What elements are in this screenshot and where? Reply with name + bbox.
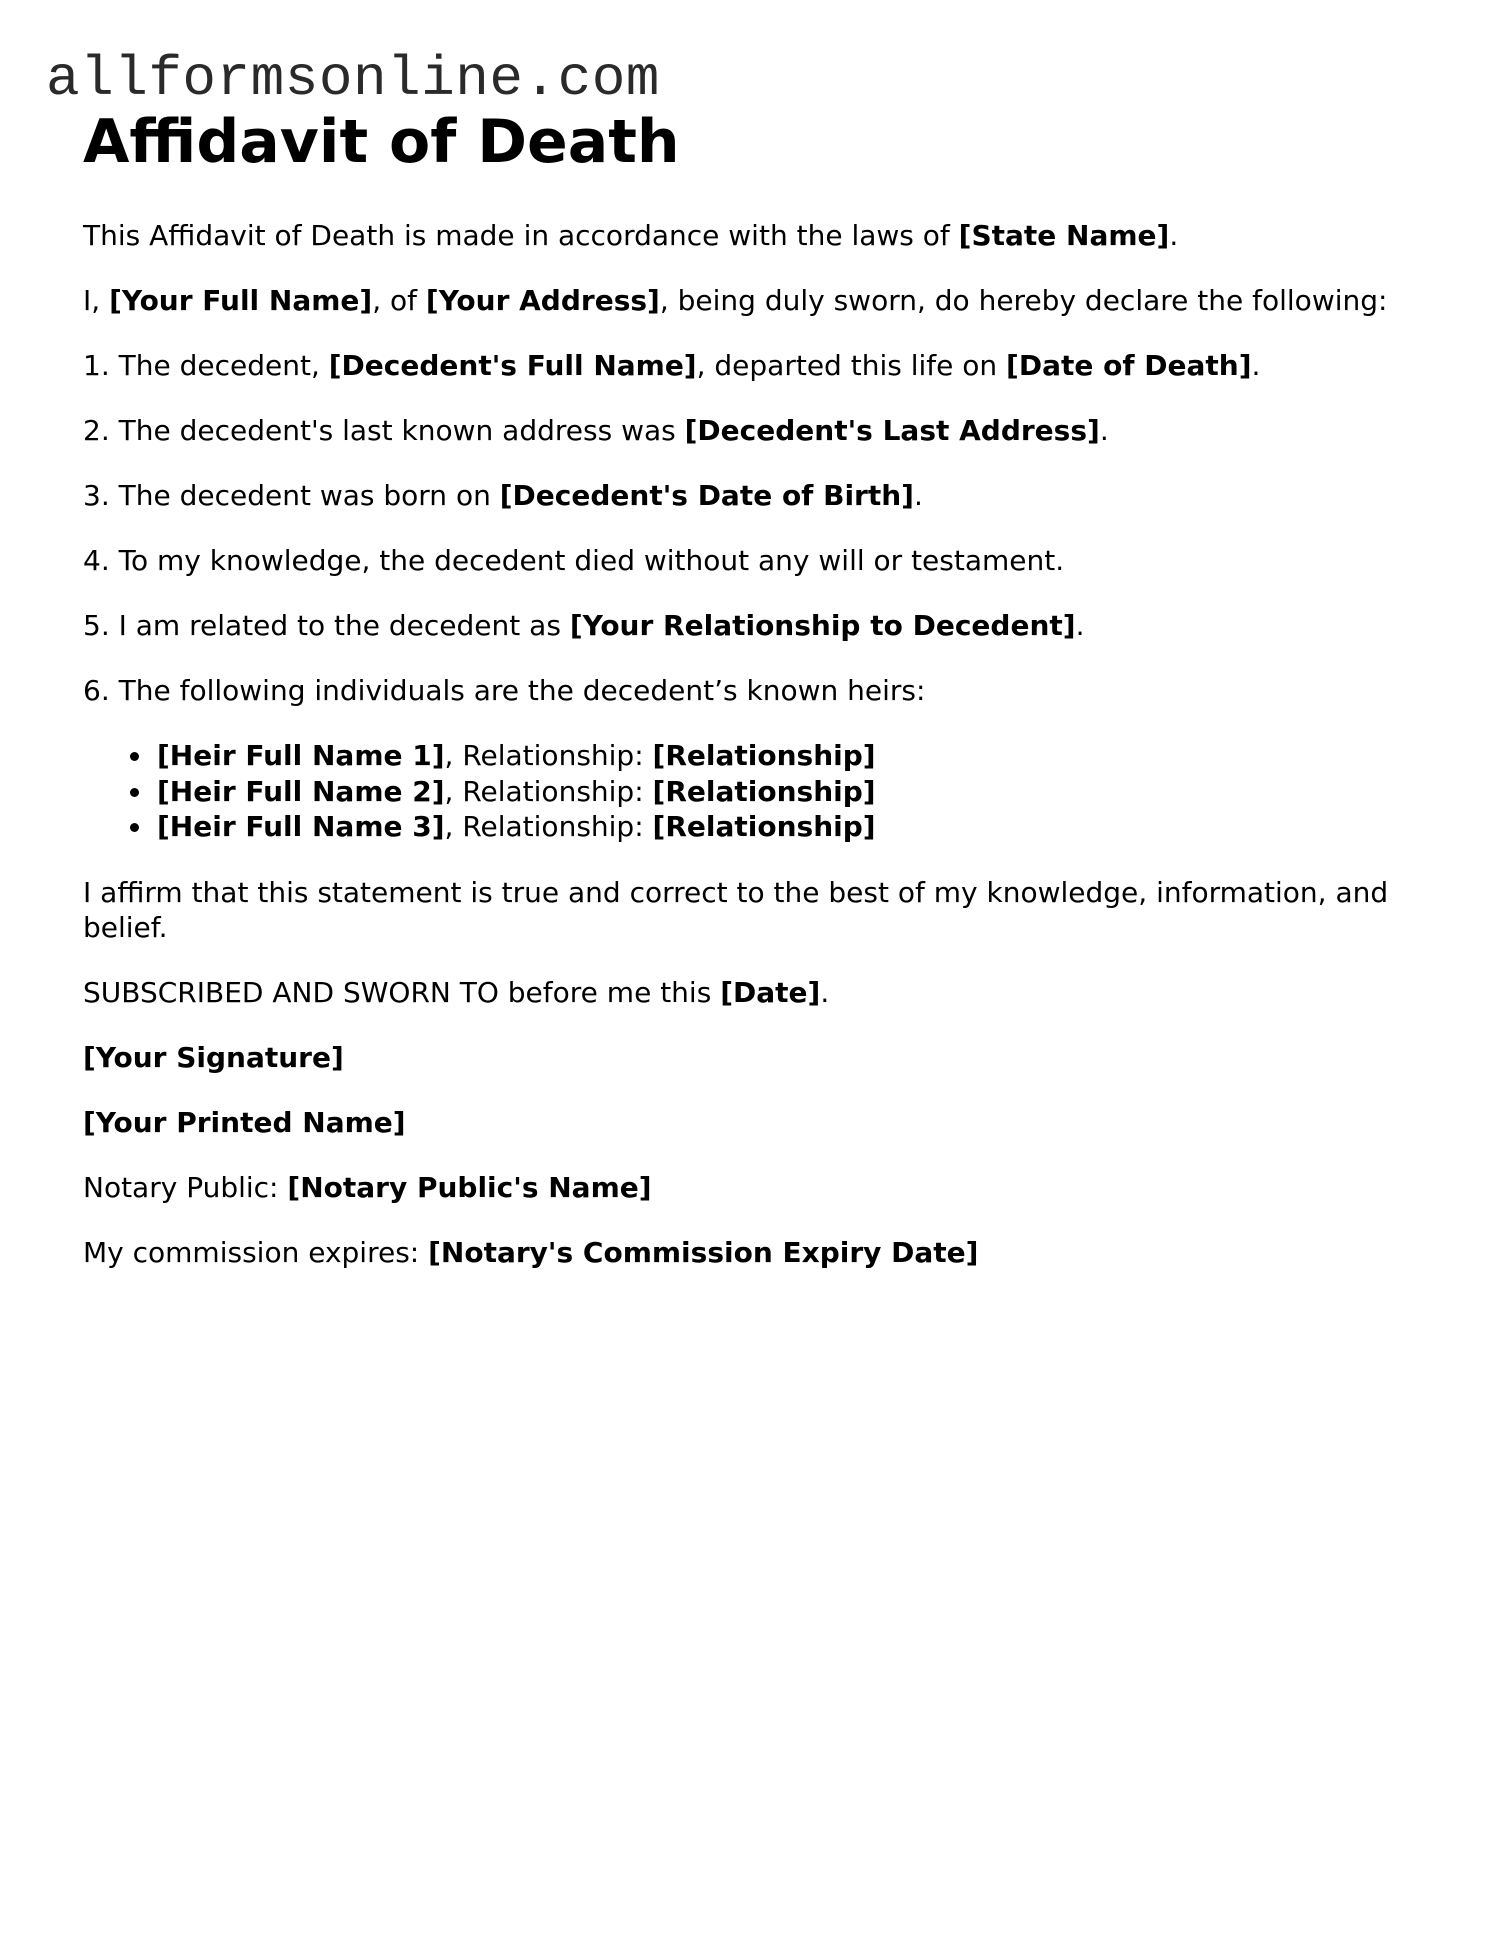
declaration-suffix: , being duly sworn, do hereby declare the following: bbox=[659, 284, 1388, 317]
notary-name-placeholder: [Notary Public's Name] bbox=[287, 1170, 652, 1204]
item-1-prefix: 1. The decedent, bbox=[83, 349, 329, 382]
item-2 bbox=[83, 413, 1423, 448]
commission-expiry-placeholder: [Notary's Commission Expiry Date] bbox=[428, 1235, 979, 1269]
affirmation-paragraph: I affirm that this statement is true and correct to the best of my knowledge, information, and belief. bbox=[83, 875, 1389, 944]
printed-name-line bbox=[83, 1105, 1423, 1140]
affidavit-document bbox=[83, 100, 1423, 1270]
decedent-full-name-placeholder: [Decedent's Full Name] bbox=[328, 349, 697, 382]
list-item bbox=[157, 774, 1423, 810]
heir-relationship-placeholder: [Relationship] bbox=[652, 810, 876, 843]
item-1 bbox=[83, 348, 1423, 383]
your-address-placeholder: [Your Address] bbox=[425, 284, 660, 317]
commission-line bbox=[83, 1235, 1423, 1270]
item-5-period: . bbox=[1075, 609, 1085, 642]
document-title: Affidavit of Death bbox=[83, 107, 680, 177]
item-1-mid: , departed this life on bbox=[696, 349, 1007, 382]
heir-name-placeholder: [Heir Full Name 3] bbox=[157, 810, 445, 843]
heir-relationship-placeholder: [Relationship] bbox=[652, 739, 876, 772]
subscribed-period: . bbox=[820, 975, 830, 1009]
site-watermark: allformsonline.com bbox=[46, 47, 660, 111]
item-1-period: . bbox=[1251, 349, 1261, 382]
item-4: 4. To my knowledge, the decedent died without any will or testament. bbox=[83, 544, 1065, 577]
subscribed-text: SUBSCRIBED AND SWORN TO before me this bbox=[83, 975, 721, 1009]
your-relationship-placeholder: [Your Relationship to Decedent] bbox=[569, 609, 1076, 642]
list-item bbox=[157, 809, 1423, 845]
heir-name-placeholder: [Heir Full Name 1] bbox=[157, 739, 445, 772]
item-5-prefix: 5. I am related to the decedent as bbox=[83, 609, 570, 642]
your-printed-name-placeholder: [Your Printed Name] bbox=[83, 1105, 406, 1139]
declaration-paragraph bbox=[83, 283, 1423, 318]
item-2-period: . bbox=[1099, 414, 1109, 447]
declaration-mid: , of bbox=[372, 284, 426, 317]
heir-relationship-label: , Relationship: bbox=[444, 810, 653, 843]
intro-period: . bbox=[1169, 219, 1179, 252]
item-3 bbox=[83, 478, 1423, 513]
date-of-death-placeholder: [Date of Death] bbox=[1006, 349, 1252, 382]
sworn-date-placeholder: [Date] bbox=[720, 975, 821, 1009]
heir-name-placeholder: [Heir Full Name 2] bbox=[157, 774, 445, 808]
decedent-last-address-placeholder: [Decedent's Last Address] bbox=[684, 414, 1100, 447]
heir-relationship-label: , Relationship: bbox=[444, 739, 653, 772]
heirs-list bbox=[83, 738, 1423, 845]
item-5 bbox=[83, 608, 1423, 643]
notary-label: Notary Public: bbox=[83, 1170, 288, 1204]
notary-line bbox=[83, 1170, 1423, 1205]
intro-paragraph bbox=[83, 218, 1423, 253]
item-3-prefix: 3. The decedent was born on bbox=[83, 479, 500, 512]
item-3-period: . bbox=[913, 479, 923, 512]
intro-text: This Affidavit of Death is made in accordance with the laws of bbox=[83, 219, 959, 252]
declaration-prefix: I, bbox=[83, 284, 110, 317]
your-full-name-placeholder: [Your Full Name] bbox=[109, 284, 373, 317]
list-item bbox=[157, 738, 1423, 774]
subscribed-paragraph bbox=[83, 975, 1423, 1010]
signature-line bbox=[83, 1040, 1423, 1075]
item-2-prefix: 2. The decedent's last known address was bbox=[83, 414, 685, 447]
commission-label: My commission expires: bbox=[83, 1235, 429, 1269]
state-name-placeholder: [State Name] bbox=[958, 219, 1170, 252]
heir-relationship-placeholder: [Relationship] bbox=[652, 774, 876, 808]
your-signature-placeholder: [Your Signature] bbox=[83, 1040, 344, 1074]
heir-relationship-label: , Relationship: bbox=[444, 774, 653, 808]
decedent-date-of-birth-placeholder: [Decedent's Date of Birth] bbox=[499, 479, 914, 512]
item-6: 6. The following individuals are the decedent’s known heirs: bbox=[83, 674, 926, 707]
